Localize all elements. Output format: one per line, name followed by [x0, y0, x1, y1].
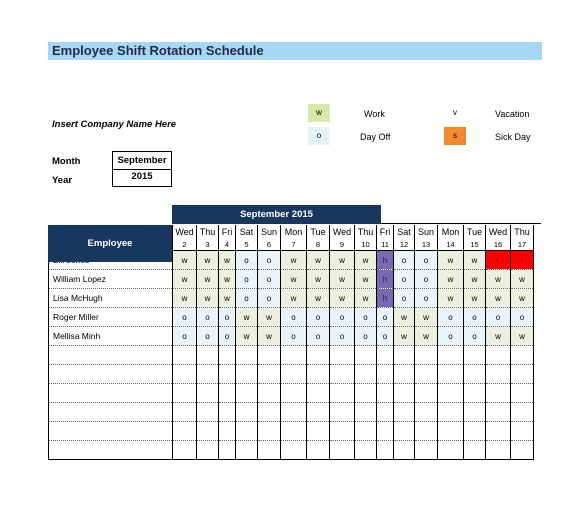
employee-name[interactable]: Mellisa Minh	[49, 327, 173, 346]
day-number-cell: 2	[173, 239, 197, 251]
day-name-cell: Wed	[330, 225, 355, 239]
shift-cell-empty[interactable]	[464, 384, 486, 403]
shift-cell-empty[interactable]	[330, 441, 355, 460]
employee-name[interactable]: Roger Miller	[49, 308, 173, 327]
shift-cell[interactable]: w	[173, 289, 197, 308]
day-number-cell: 6	[258, 239, 281, 251]
day-number-cell: 10	[355, 239, 377, 251]
day-number-cell: 14	[438, 239, 464, 251]
legend-dayoff-label: Day Off	[360, 132, 391, 142]
month-banner: September 2015	[172, 205, 381, 224]
shift-cell[interactable]: w	[486, 270, 511, 289]
shift-cell[interactable]: o	[236, 251, 258, 270]
shift-cell[interactable]: o	[464, 327, 486, 346]
shift-cell[interactable]: w	[281, 289, 307, 308]
shift-cell-empty[interactable]	[258, 441, 281, 460]
shift-cell[interactable]: o	[219, 327, 236, 346]
shift-cell[interactable]: w	[307, 289, 330, 308]
day-number-cell: 17	[511, 239, 534, 251]
shift-cell-empty[interactable]	[486, 346, 511, 365]
shift-cell[interactable]: o	[377, 327, 394, 346]
shift-cell-empty[interactable]	[219, 346, 236, 365]
shift-cell-empty[interactable]	[464, 441, 486, 460]
day-number-cell: 13	[415, 239, 438, 251]
empty-row	[49, 384, 534, 403]
shift-cell[interactable]: w	[355, 289, 377, 308]
shift-cell[interactable]: o	[258, 251, 281, 270]
shift-cell[interactable]: o	[236, 289, 258, 308]
shift-cell-empty[interactable]	[219, 441, 236, 460]
shift-cell[interactable]: w	[394, 327, 415, 346]
shift-cell[interactable]: o	[394, 270, 415, 289]
employee-column-header: Employee	[48, 225, 172, 262]
day-number-cell: 16	[486, 239, 511, 251]
employee-row	[49, 308, 534, 327]
shift-cell-empty[interactable]	[281, 384, 307, 403]
shift-cell[interactable]: o	[173, 327, 197, 346]
shift-cell[interactable]: w	[438, 270, 464, 289]
shift-cell[interactable]: o	[511, 308, 534, 327]
shift-cell-empty[interactable]	[377, 384, 394, 403]
shift-cell[interactable]: w	[511, 270, 534, 289]
shift-cell-empty[interactable]	[307, 346, 330, 365]
shift-cell-empty[interactable]	[307, 384, 330, 403]
shift-cell[interactable]: w	[197, 251, 219, 270]
shift-cell[interactable]: o	[236, 270, 258, 289]
shift-cell-empty[interactable]	[236, 403, 258, 422]
shift-cell-empty[interactable]	[377, 346, 394, 365]
shift-cell-empty[interactable]	[415, 384, 438, 403]
legend-vacation-swatch: v	[444, 104, 466, 122]
shift-cell[interactable]: w	[486, 289, 511, 308]
shift-cell[interactable]: o	[486, 308, 511, 327]
shift-cell-empty[interactable]	[330, 384, 355, 403]
shift-cell-empty[interactable]	[173, 346, 197, 365]
shift-cell-empty[interactable]	[415, 441, 438, 460]
shift-cell[interactable]: o	[258, 289, 281, 308]
shift-cell-empty[interactable]	[511, 346, 534, 365]
day-name-cell: Wed	[173, 225, 197, 239]
day-number-cell: 9	[330, 239, 355, 251]
shift-cell-empty[interactable]	[330, 365, 355, 384]
shift-cell[interactable]: w	[355, 251, 377, 270]
legend-work-label: Work	[364, 109, 385, 119]
shift-cell-empty[interactable]	[281, 365, 307, 384]
shift-cell[interactable]: w	[355, 270, 377, 289]
day-name-cell: Mon	[281, 225, 307, 239]
shift-cell[interactable]: w	[219, 270, 236, 289]
day-name-cell: Thu	[197, 225, 219, 239]
shift-cell-empty[interactable]	[394, 403, 415, 422]
shift-cell-empty[interactable]	[197, 441, 219, 460]
legend-sick-swatch: s	[444, 127, 466, 145]
legend-sick-label: Sick Day	[495, 132, 531, 142]
empty-row	[49, 422, 534, 441]
shift-cell[interactable]: w	[281, 270, 307, 289]
shift-cell[interactable]: w	[197, 270, 219, 289]
header-divider	[381, 223, 541, 224]
day-name-cell: Sun	[258, 225, 281, 239]
shift-cell-empty[interactable]	[173, 441, 197, 460]
year-field[interactable]: 2015	[112, 169, 172, 187]
shift-cell[interactable]: w	[415, 327, 438, 346]
shift-cell-empty[interactable]	[355, 365, 377, 384]
day-name-cell: Mon	[438, 225, 464, 239]
shift-cell-empty[interactable]	[415, 365, 438, 384]
shift-cell-empty[interactable]	[511, 365, 534, 384]
shift-cell-empty[interactable]	[415, 346, 438, 365]
shift-cell-empty[interactable]	[377, 441, 394, 460]
shift-cell[interactable]: o	[281, 308, 307, 327]
shift-cell-empty[interactable]	[438, 422, 464, 441]
page-title: Employee Shift Rotation Schedule	[48, 42, 542, 60]
shift-cell-empty[interactable]	[394, 365, 415, 384]
company-name-placeholder[interactable]: Insert Company Name Here	[52, 119, 177, 130]
day-name-cell: Sun	[415, 225, 438, 239]
shift-cell[interactable]: w	[464, 251, 486, 270]
shift-cell[interactable]: o	[197, 308, 219, 327]
shift-cell[interactable]: o	[307, 327, 330, 346]
empty-row	[49, 365, 534, 384]
shift-cell[interactable]: w	[236, 308, 258, 327]
month-label: Month	[52, 156, 81, 167]
shift-cell[interactable]: w	[173, 270, 197, 289]
shift-cell[interactable]: h	[377, 289, 394, 308]
shift-cell-empty[interactable]	[511, 384, 534, 403]
shift-cell-empty[interactable]	[464, 403, 486, 422]
shift-cell-empty[interactable]	[486, 441, 511, 460]
shift-cell-empty[interactable]	[330, 403, 355, 422]
shift-cell[interactable]: w	[219, 289, 236, 308]
day-name-cell: Tue	[307, 225, 330, 239]
day-number-cell: 11	[377, 239, 394, 251]
shift-cell[interactable]: w	[486, 327, 511, 346]
employee-row	[49, 270, 534, 289]
shift-cell[interactable]: w	[281, 251, 307, 270]
empty-row	[49, 403, 534, 422]
shift-cell[interactable]: o	[330, 327, 355, 346]
shift-cell-empty[interactable]	[330, 346, 355, 365]
shift-cell-empty[interactable]	[394, 422, 415, 441]
shift-cell[interactable]: w	[464, 270, 486, 289]
shift-cell-empty[interactable]	[307, 441, 330, 460]
day-number-cell: 5	[236, 239, 258, 251]
shift-cell-empty[interactable]	[281, 441, 307, 460]
employee-row	[49, 289, 534, 308]
shift-cell[interactable]: w	[307, 251, 330, 270]
legend-work-swatch: w	[308, 104, 330, 122]
day-number-cell: 12	[394, 239, 415, 251]
shift-cell-empty[interactable]	[236, 422, 258, 441]
shift-cell[interactable]: h	[377, 270, 394, 289]
shift-cell[interactable]: w	[219, 251, 236, 270]
employee-name-empty[interactable]	[49, 422, 173, 441]
shift-cell[interactable]: w	[464, 289, 486, 308]
shift-cell-empty[interactable]	[173, 365, 197, 384]
shift-cell[interactable]: w	[415, 308, 438, 327]
shift-cell[interactable]: o	[197, 327, 219, 346]
employee-name[interactable]: Lisa McHugh	[49, 289, 173, 308]
shift-cell-empty[interactable]	[258, 403, 281, 422]
shift-cell-empty[interactable]	[511, 422, 534, 441]
shift-cell[interactable]: o	[355, 327, 377, 346]
empty-row	[49, 346, 534, 365]
shift-cell-empty[interactable]	[219, 403, 236, 422]
shift-cell[interactable]: o	[394, 251, 415, 270]
shift-cell[interactable]: o	[415, 289, 438, 308]
shift-cell-empty[interactable]	[511, 441, 534, 460]
shift-cell-empty[interactable]	[330, 422, 355, 441]
shift-cell-empty[interactable]	[197, 384, 219, 403]
shift-cell-empty[interactable]	[486, 403, 511, 422]
shift-cell-empty[interactable]	[258, 346, 281, 365]
shift-cell-empty[interactable]	[236, 365, 258, 384]
shift-cell-empty[interactable]	[258, 384, 281, 403]
shift-cell[interactable]: w	[197, 289, 219, 308]
shift-cell-empty[interactable]	[355, 403, 377, 422]
shift-cell-empty[interactable]	[281, 403, 307, 422]
shift-cell[interactable]: w	[307, 270, 330, 289]
shift-cell-empty[interactable]	[486, 365, 511, 384]
shift-cell[interactable]: o	[307, 308, 330, 327]
employee-row	[49, 327, 534, 346]
employee-name-empty[interactable]	[49, 384, 173, 403]
shift-cell-empty[interactable]	[307, 422, 330, 441]
shift-cell[interactable]: r	[511, 251, 534, 270]
shift-cell-empty[interactable]	[355, 422, 377, 441]
shift-cell[interactable]: h	[377, 251, 394, 270]
employee-name-empty[interactable]	[49, 346, 173, 365]
shift-cell-empty[interactable]	[464, 346, 486, 365]
employee-name-empty[interactable]	[49, 403, 173, 422]
shift-cell[interactable]: o	[415, 270, 438, 289]
legend-dayoff-swatch: o	[308, 127, 330, 145]
shift-cell[interactable]: o	[219, 308, 236, 327]
day-name-cell: Fri	[377, 225, 394, 239]
shift-cell-empty[interactable]	[377, 422, 394, 441]
shift-cell[interactable]: w	[236, 327, 258, 346]
shift-cell-empty[interactable]	[486, 422, 511, 441]
shift-cell-empty[interactable]	[394, 384, 415, 403]
shift-cell-empty[interactable]	[438, 441, 464, 460]
shift-cell-empty[interactable]	[355, 346, 377, 365]
shift-cell[interactable]: w	[511, 327, 534, 346]
shift-cell[interactable]: w	[330, 251, 355, 270]
shift-cell[interactable]: w	[258, 327, 281, 346]
day-number-cell: 7	[281, 239, 307, 251]
shift-cell[interactable]: o	[415, 251, 438, 270]
shift-cell[interactable]: o	[377, 308, 394, 327]
shift-cell-empty[interactable]	[377, 365, 394, 384]
day-name-cell: Sat	[236, 225, 258, 239]
shift-cell-empty[interactable]	[173, 384, 197, 403]
shift-cell[interactable]: w	[438, 251, 464, 270]
shift-cell-empty[interactable]	[464, 365, 486, 384]
shift-cell-empty[interactable]	[307, 365, 330, 384]
shift-cell-empty[interactable]	[355, 441, 377, 460]
shift-cell-empty[interactable]	[438, 365, 464, 384]
shift-cell-empty[interactable]	[394, 441, 415, 460]
shift-cell-empty[interactable]	[197, 365, 219, 384]
employee-name[interactable]: William Lopez	[49, 270, 173, 289]
shift-cell[interactable]: w	[330, 289, 355, 308]
shift-cell-empty[interactable]	[307, 403, 330, 422]
shift-cell-empty[interactable]	[258, 365, 281, 384]
shift-cell-empty[interactable]	[464, 422, 486, 441]
shift-cell-empty[interactable]	[438, 384, 464, 403]
shift-cell-empty[interactable]	[281, 346, 307, 365]
employee-name-empty[interactable]	[49, 365, 173, 384]
shift-cell-empty[interactable]	[394, 346, 415, 365]
shift-cell[interactable]: w	[330, 270, 355, 289]
shift-cell-empty[interactable]	[173, 422, 197, 441]
day-number-cell: 8	[307, 239, 330, 251]
day-number-cell: 15	[464, 239, 486, 251]
shift-cell[interactable]: o	[281, 327, 307, 346]
shift-cell[interactable]: w	[258, 308, 281, 327]
shift-cell[interactable]: o	[394, 289, 415, 308]
employee-name-empty[interactable]	[49, 441, 173, 460]
day-name-cell: Sat	[394, 225, 415, 239]
shift-cell-empty[interactable]	[511, 403, 534, 422]
shift-cell[interactable]: r	[486, 251, 511, 270]
shift-cell-empty[interactable]	[281, 422, 307, 441]
shift-cell[interactable]: o	[330, 308, 355, 327]
shift-cell[interactable]: o	[438, 308, 464, 327]
shift-cell-empty[interactable]	[415, 403, 438, 422]
shift-cell-empty[interactable]	[258, 422, 281, 441]
shift-cell[interactable]: w	[173, 251, 197, 270]
empty-row	[49, 441, 534, 460]
shift-cell[interactable]: w	[438, 289, 464, 308]
shift-cell-empty[interactable]	[219, 384, 236, 403]
shift-cell-empty[interactable]	[438, 346, 464, 365]
shift-cell-empty[interactable]	[173, 403, 197, 422]
shift-cell[interactable]: w	[511, 289, 534, 308]
day-name-cell: Tue	[464, 225, 486, 239]
shift-cell-empty[interactable]	[197, 346, 219, 365]
shift-cell-empty[interactable]	[415, 422, 438, 441]
day-number-cell: 3	[197, 239, 219, 251]
shift-cell[interactable]: o	[258, 270, 281, 289]
shift-cell-empty[interactable]	[197, 403, 219, 422]
shift-cell-empty[interactable]	[219, 365, 236, 384]
shift-cell-empty[interactable]	[236, 441, 258, 460]
legend-vacation-label: Vacation	[495, 109, 530, 119]
day-name-cell: Thu	[355, 225, 377, 239]
shift-cell[interactable]: w	[394, 308, 415, 327]
shift-cell[interactable]: o	[355, 308, 377, 327]
year-label: Year	[52, 175, 73, 186]
shift-cell-empty[interactable]	[236, 384, 258, 403]
shift-cell-empty[interactable]	[438, 403, 464, 422]
shift-cell[interactable]: o	[438, 327, 464, 346]
day-name-cell: Thu	[511, 225, 534, 239]
shift-cell[interactable]: o	[464, 308, 486, 327]
month-field[interactable]: September	[112, 151, 172, 170]
shift-cell-empty[interactable]	[219, 422, 236, 441]
day-number-cell: 4	[219, 239, 236, 251]
shift-cell-empty[interactable]	[377, 403, 394, 422]
shift-cell-empty[interactable]	[197, 422, 219, 441]
day-name-cell: Fri	[219, 225, 236, 239]
shift-cell-empty[interactable]	[355, 384, 377, 403]
shift-cell[interactable]: o	[173, 308, 197, 327]
shift-cell-empty[interactable]	[236, 346, 258, 365]
shift-cell-empty[interactable]	[486, 384, 511, 403]
day-name-cell: Wed	[486, 225, 511, 239]
